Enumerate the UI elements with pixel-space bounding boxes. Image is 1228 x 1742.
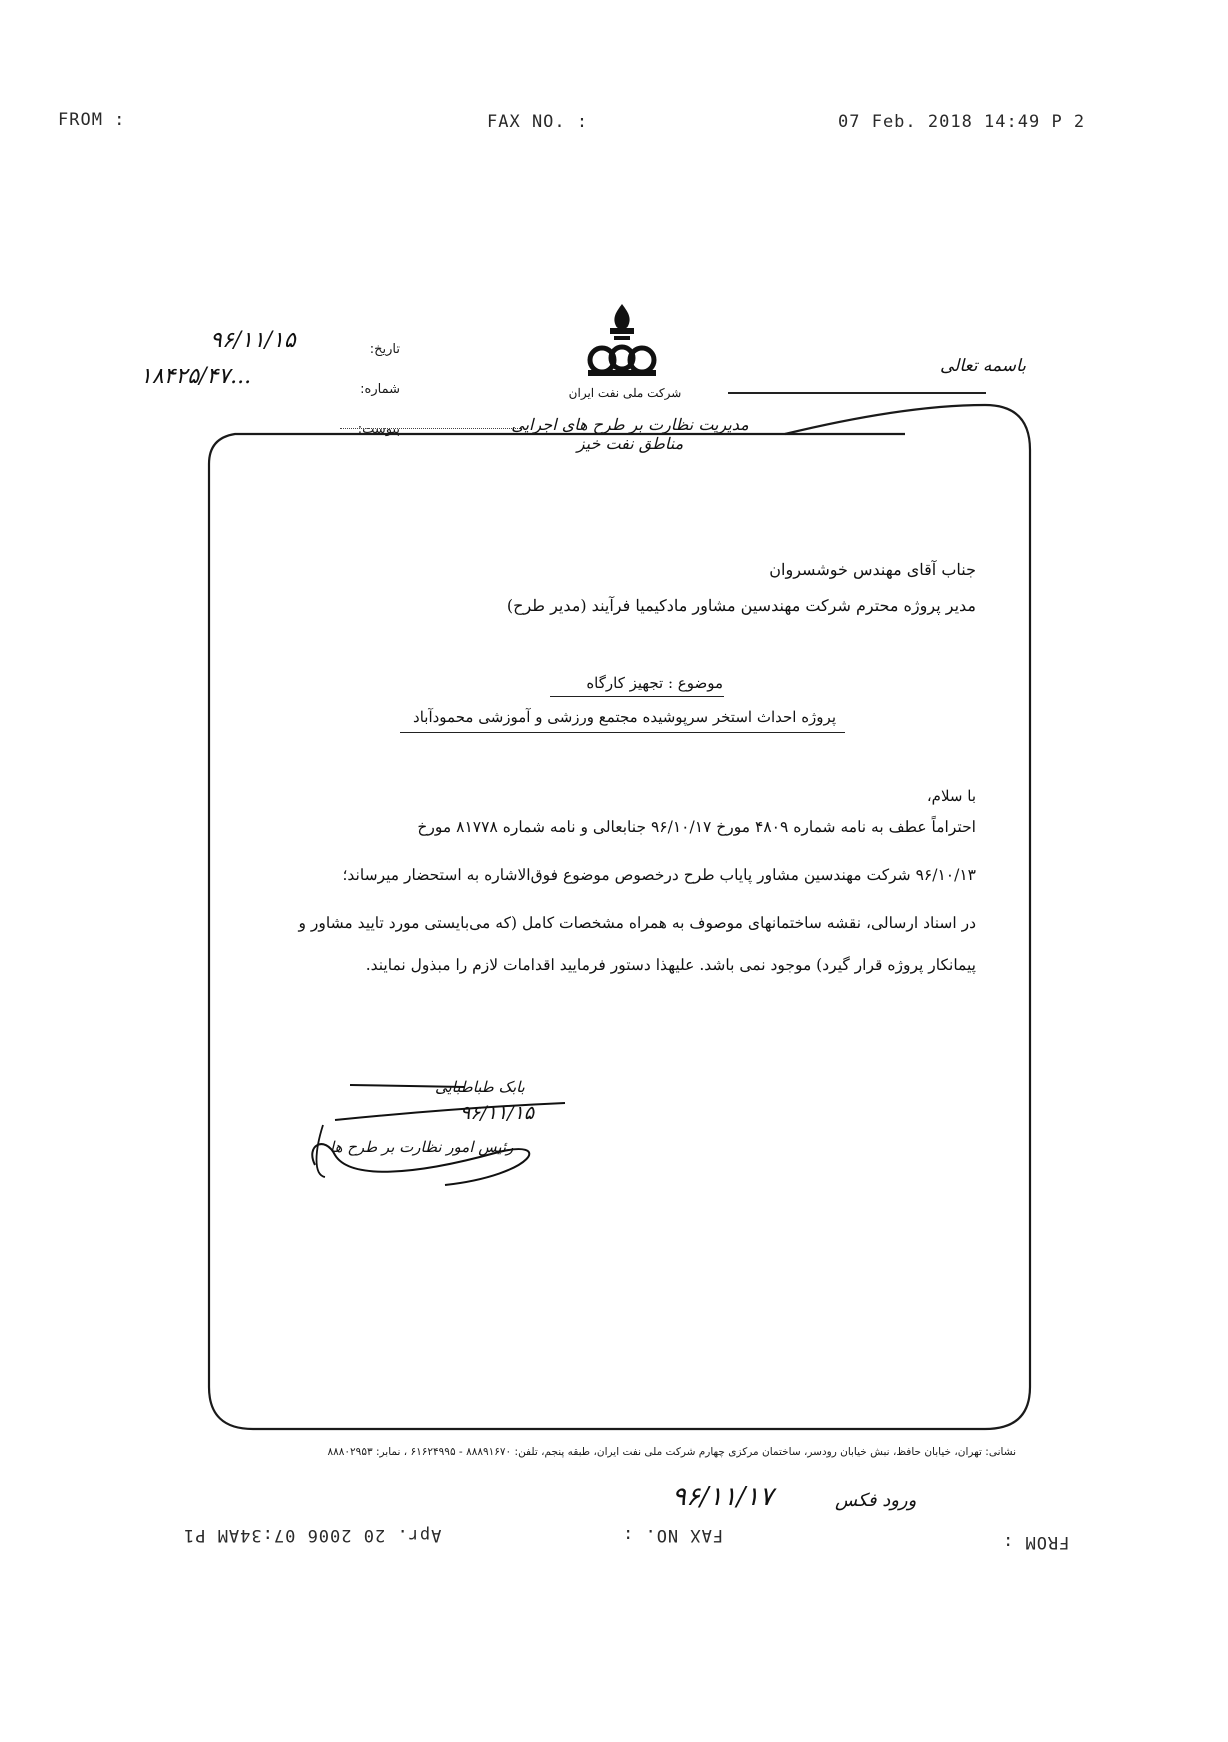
recipient-name: جناب آقای مهندس خوشسروان	[769, 560, 976, 579]
signatory-name: بابک طباطبایی	[435, 1078, 525, 1096]
letter-number: ...۱۸۴۲۵/۴۷	[140, 364, 252, 389]
header-rule	[728, 392, 986, 394]
project-title: پروژه احداث استخر سرپوشیده مجتمع ورزشی و آموزشی محمودآباد	[413, 708, 836, 726]
body-paragraph-line: در اسناد ارسالی، نقشه ساختمانهای موصوف به همراه مشخصات کامل (که می‌بایستی مورد تایید مشاور و	[298, 914, 976, 932]
body-paragraph-line: پیمانکار پروژه قرار گیرد) موجود نمی باشد. علیهذا دستور فرمایید اقدامات لازم را مبذول نمایند.	[365, 956, 976, 974]
fax-timestamp: 07 Feb. 2018 14:49 P 2	[838, 112, 1086, 132]
letter-date: ۹۶/۱۱/۱۵	[210, 328, 296, 353]
attachment-label: پیوست:	[357, 422, 400, 437]
number-label: شماره:	[360, 382, 400, 397]
subject-underline	[550, 696, 724, 697]
fax-number-label: FAX NO. :	[487, 112, 589, 132]
inverted-fax-number-label: FAX NO. :	[622, 1525, 724, 1545]
company-name: شرکت ملی نفت ایران	[568, 386, 682, 400]
date-label: تاریخ:	[369, 342, 400, 357]
company-logo	[572, 298, 672, 398]
signature-date: ۹۶/۱۱/۱۵	[460, 1102, 535, 1124]
department-name: مدیریت نظارت بر طرح های اجرایی مناطق نفت خیز	[511, 415, 749, 453]
signatory-title: رئیس امور نظارت بر طرح ها	[330, 1138, 514, 1156]
footer-address: نشانی: تهران، خیابان حافظ، نبش خیابان رودسر، ساختمان مرکزی چهارم شرکت ملی نفت ایران، طبقه پنجم، تلفن: ۸۸۸۹۱۶۷۰ - ۶۱۶۲۴۹۹۵ ، نمابر: ۸۸۸۰۲۹۵۳	[327, 1446, 1016, 1458]
body-paragraph-line: ۹۶/۱۰/۱۳ شرکت مهندسین مشاور پایاب طرح درخصوص موضوع فوق‌الاشاره به استحضار میرساند؛	[342, 866, 976, 884]
fax-from-label: FROM :	[58, 110, 126, 130]
date-row	[370, 342, 400, 357]
letter-subject: موضوع : تجهیز کارگاه	[586, 674, 723, 692]
project-underline	[400, 732, 845, 733]
inverted-fax-timestamp: Apr. 20 2006 07:34AM P1	[183, 1525, 442, 1545]
body-paragraph-line: احتراماً عطف به نامه شماره ۴۸۰۹ مورخ ۹۶/۱۰/۱۷ جنابعالی و نامه شماره ۸۱۷۷۸ مورخ	[417, 818, 976, 836]
recipient-title: مدیر پروژه محترم شرکت مهندسین مشاور مادکیمیا فرآیند (مدیر طرح)	[506, 596, 976, 615]
receipt-note: ورود فکس	[835, 1490, 917, 1511]
invocation: باسمه تعالی	[940, 356, 1026, 376]
receipt-date: ۹۶/۱۱/۱۷	[672, 1482, 774, 1512]
inverted-fax-from-label: FROM :	[1002, 1532, 1070, 1552]
greeting: با سلام،	[926, 787, 976, 805]
number-row	[360, 382, 400, 397]
